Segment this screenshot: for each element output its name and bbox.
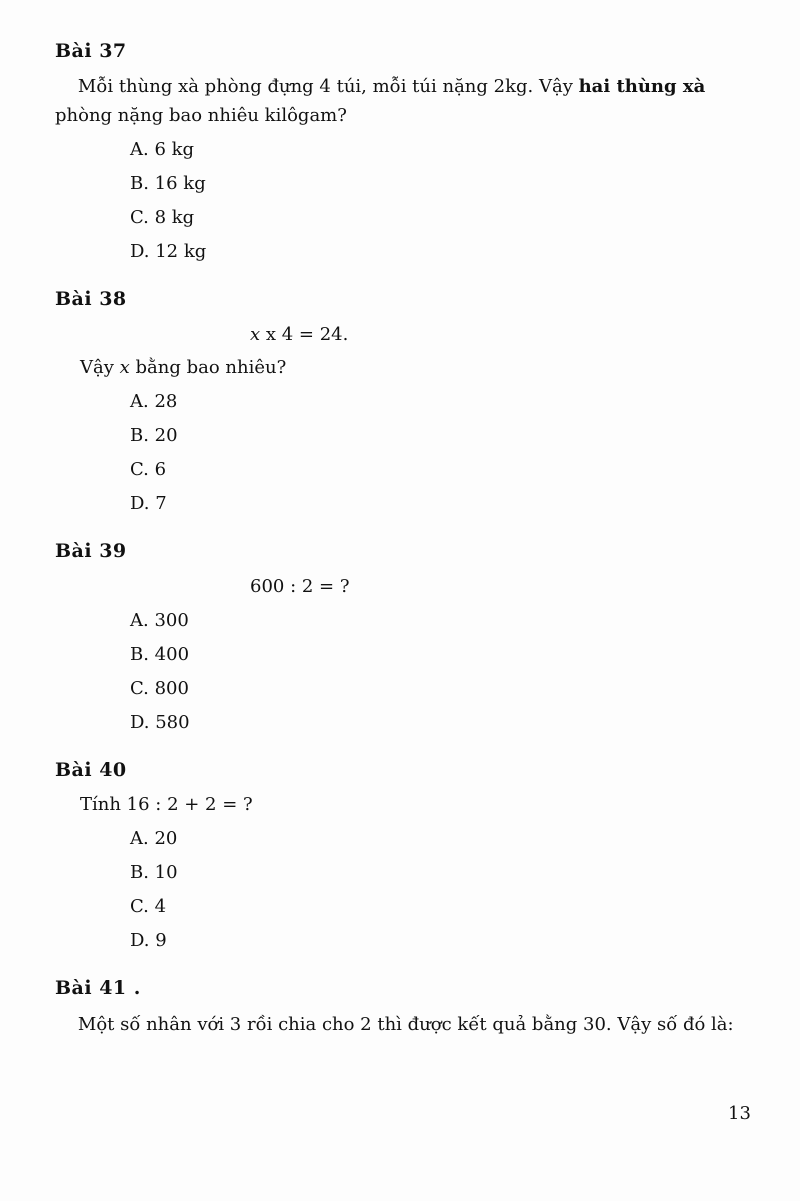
exercise-40-option-b: B. 10 (130, 862, 178, 883)
exercise-40-option-a: A. 20 (130, 828, 178, 849)
page-number: 13 (728, 1103, 751, 1124)
exercise-39-equation: 600 : 2 = ? (250, 576, 350, 597)
exercise-40-option-c: C. 4 (130, 896, 167, 917)
exercise-38-equation: x x 4 = 24. (250, 324, 349, 345)
exercise-38-question: Vậy x bằng bao nhiêu? (80, 357, 287, 378)
exercise-37-option-a: A. 6 kg (130, 139, 195, 160)
exercise-38-title: Bài 38 (55, 288, 127, 310)
exercise-37-question: Mỗi thùng xà phòng đựng 4 túi, mỗi túi nặng 2kg. Vậy hai thùng xà phòng nặng bao nhiêu kilôgam? (55, 76, 706, 126)
exercise-37-option-c: C. 8 kg (130, 207, 195, 228)
exercise-40-option-d: D. 9 (130, 930, 167, 951)
exercise-38-option-b: B. 20 (130, 425, 178, 446)
exercise-41-title: Bài 41 . (55, 977, 141, 999)
exercise-38-option-d: D. 7 (130, 493, 167, 514)
exercise-39-option-b: B. 400 (130, 644, 190, 665)
exercise-37-option-d: D. 12 kg (130, 241, 207, 262)
exercise-39-option-a: A. 300 (130, 610, 189, 631)
exercise-39-option-d: D. 580 (130, 712, 190, 733)
exercise-39-title: Bài 39 (55, 540, 127, 562)
exercise-37-option-b: B. 16 kg (130, 173, 206, 194)
exercise-38-option-c: C. 6 (130, 459, 167, 480)
exercise-38-option-a: A. 28 (130, 391, 178, 412)
exercise-40-equation: Tính 16 : 2 + 2 = ? (80, 794, 253, 815)
exercise-39-option-c: C. 800 (130, 678, 189, 699)
exercise-40-title: Bài 40 (55, 759, 127, 781)
exercise-41-question: Một số nhân với 3 rồi chia cho 2 thì được kết quả bằng 30. Vậy số đó là: (77, 1014, 734, 1035)
exercise-37-title: Bài 37 (55, 40, 127, 62)
